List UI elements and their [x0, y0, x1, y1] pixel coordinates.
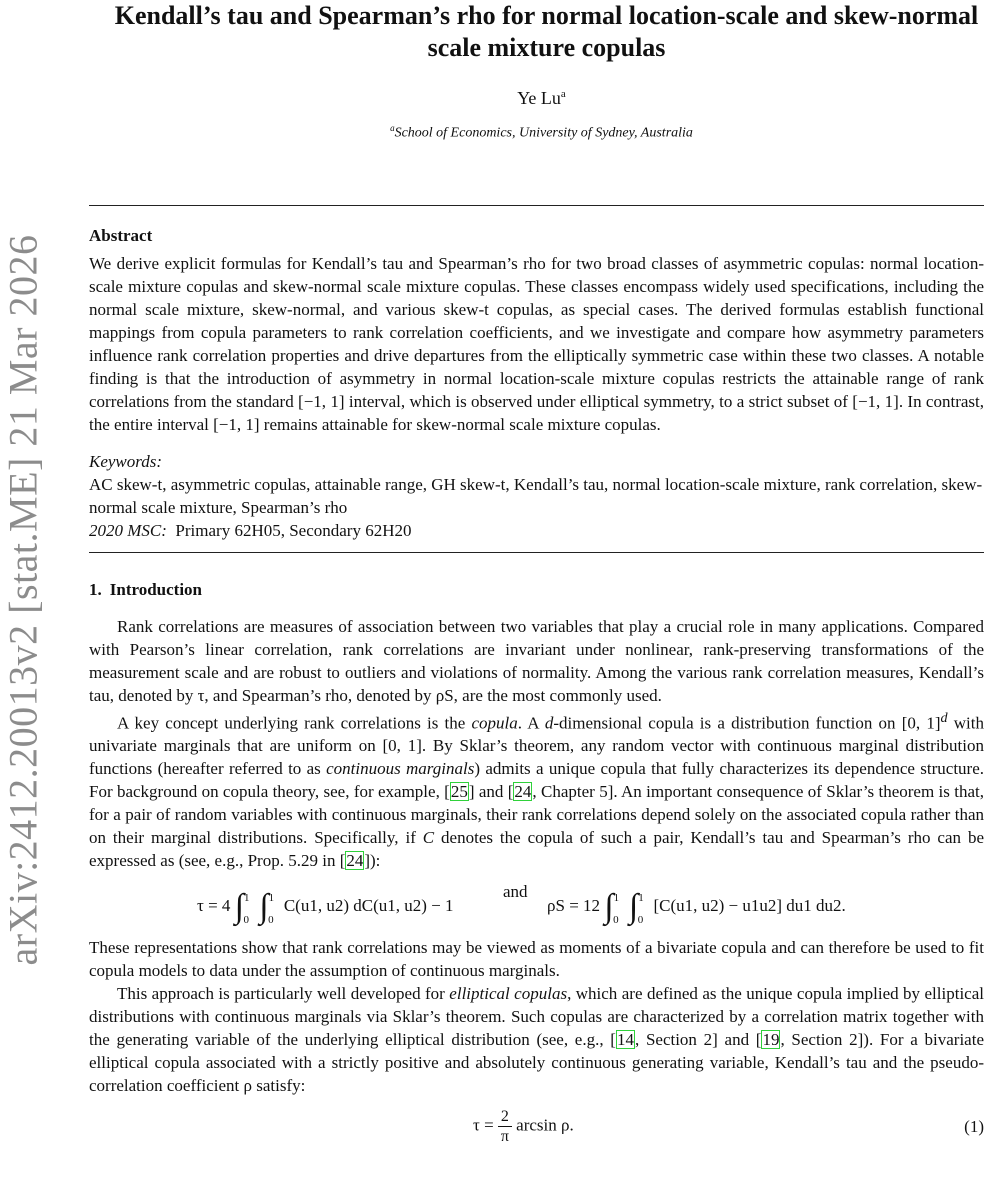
- text-run: This approach is particularly well developed for: [117, 984, 450, 1004]
- text-run: . A: [517, 713, 545, 733]
- text-run: denotes the copula of such a pair, Kendall’s tau and Spearman’s rho can be expressed as (see, e.g., Prop. 5.29 in [: [89, 828, 984, 871]
- rho-body: [C(u1, u2) − u1u2] du1 du2.: [653, 896, 846, 916]
- term-continuous-marginals: continuous marginals: [326, 759, 475, 779]
- rho-lhs: ρS = 12: [547, 896, 601, 916]
- equation-number: (1): [964, 1117, 984, 1137]
- paper-page: [89, 0, 984, 1157]
- text-run: , Section 2] and [: [634, 1030, 762, 1050]
- integral-upper: 1: [638, 892, 644, 905]
- top-rule: [89, 205, 984, 206]
- integral-lower: 0: [637, 914, 644, 927]
- fraction: [498, 1107, 512, 1146]
- abstract-text: We derive explicit formulas for Kendall’s tau and Spearman’s rho for two broad classes of asymmetric copulas: normal location-scale mixture copulas and skew-normal scale mixture copulas. These classes encompass widely used specifications, including the normal scale mixture, skew-normal, and various skew-t copulas, as special cases. The derived formulas establish functional mappings from copula parameters to rank correlation coefficients, and we investigate and compare how asymmetry parameters influence rank correlation properties and drive departures from the elliptically symmetric case within these two classes. A notable finding is that the introduction of asymmetry in normal location-scale mixture copulas restricts the attainable range of rank correlations from the standard [−1, 1] interval, which is observed under elliptical symmetry, to a strict subset of [−1, 1]. In contrast, the entire interval [−1, 1] remains attainable for skew-normal scale mixture copulas.: [89, 253, 984, 434]
- text-run: with univariate marginals that are uniform on [0, 1]. By Sklar’s theorem, any random vector with continuous marginal distribution functions (hereafter referred to as: [89, 713, 984, 779]
- intro-paragraph-4: [89, 982, 984, 1097]
- text-run: -dimensional copula is a distribution function on [0, 1]: [553, 713, 941, 733]
- integral-upper: 1: [613, 892, 620, 905]
- integral-sign: ∫: [259, 888, 269, 926]
- intro-paragraph-2: [89, 707, 984, 873]
- fraction-numerator: 2: [498, 1107, 512, 1127]
- arxiv-sidebar: [0, 0, 46, 1200]
- introduction-heading: [89, 580, 984, 600]
- integral-sign: ∫: [628, 888, 639, 926]
- intro-paragraph-1: Rank correlations are measures of association between two variables that play a crucial role in many applications. Compared with Pearson’s linear correlation, rank correlations are invariant under nonlinear, rank-preserving transformations of the measurement scale and are robust to outliers and violations of normality. Among the various rank correlation measures, Kendall’s tau, denoted by τ, and Spearman’s rho, denoted by ρS, are the most commonly used.: [89, 616, 984, 705]
- author-name: Ye Lu: [517, 88, 561, 108]
- title-line-1: Kendall’s tau and Spearman’s rho for normal location-scale and skew-normal: [114, 1, 979, 30]
- arxiv-identifier: arXiv:2412.20013v2 [stat.ME] 21 Mar 2026: [0, 234, 46, 966]
- rho-equation: [547, 882, 846, 927]
- msc-label: 2020 MSC:: [89, 520, 167, 540]
- integral-lower: 0: [613, 914, 619, 927]
- integral-lower: 0: [243, 914, 249, 927]
- symbol-d: d: [544, 713, 554, 733]
- text-run: ]):: [364, 851, 381, 871]
- tau-equation: [197, 882, 454, 927]
- msc-value: Primary 62H05, Secondary 62H20: [175, 520, 412, 540]
- integral-lower: 0: [268, 914, 274, 927]
- eq1-lhs: τ =: [473, 1115, 494, 1135]
- text-run: A key concept underlying rank correlations is the: [117, 713, 472, 733]
- text-run: , which are defined as the unique copula implied by elliptical distributions with continuous marginals via Sklar’s theorem. Such copulas are characterized by a correlation matrix together with the generating variable of the underlying elliptical distribution (see, e.g., [: [89, 984, 984, 1050]
- rank-correlation-equations: [89, 872, 984, 936]
- section-number: 1.: [89, 579, 102, 599]
- author: [99, 88, 984, 109]
- citation-link-24[interactable]: 24: [346, 851, 364, 871]
- eq1-rhs: arcsin ρ.: [516, 1115, 574, 1135]
- abstract-heading: Abstract: [89, 225, 153, 245]
- affiliation: [99, 123, 984, 142]
- text-run: ) admits a unique copula that fully characterizes its dependence structure. For background on copula theory, see, for example, [: [89, 759, 984, 802]
- keywords-list: AC skew-t, asymmetric copulas, attainable range, GH skew-t, Kendall’s tau, normal location-scale mixture, rank correlation, skew-normal scale mixture, Spearman’s rho: [89, 474, 983, 517]
- superscript-d: d: [940, 709, 948, 726]
- tau-body: C(u1, u2) dC(u1, u2) − 1: [283, 896, 454, 916]
- paper-title: [99, 0, 984, 64]
- title-line-2: scale mixture copulas: [427, 33, 666, 62]
- keywords-heading: Keywords:: [89, 451, 163, 471]
- term-elliptical-copulas: elliptical copulas: [449, 984, 568, 1004]
- text-run: ] and [: [468, 782, 514, 802]
- bottom-rule: [89, 552, 984, 553]
- integral-upper: 1: [268, 892, 275, 905]
- text-run: , Section 2]). For a bivariate elliptical copula associated with a strictly positive and absolutely continuous generating variable, Kendall’s tau and the pseudo-correlation coefficient ρ satisfy:: [89, 1030, 984, 1096]
- tau-lhs: τ = 4: [197, 896, 231, 916]
- equation-1: [89, 1097, 984, 1157]
- symbol-C: C: [422, 828, 435, 848]
- text-run: , Chapter 5]. An important consequence of Sklar’s theorem is that, for a pair of random variables with continuous marginals, their rank correlations depend solely on the associated copula rather than on their marginal distributions. Specifically, if: [89, 782, 984, 848]
- term-copula: copula: [471, 713, 518, 733]
- fraction-denominator: π: [500, 1128, 509, 1146]
- integral-sign: ∫: [234, 888, 244, 926]
- integral-sign: ∫: [604, 888, 614, 926]
- msc-line: [89, 519, 984, 542]
- affiliation-text: School of Economics, University of Sydney, Australia: [394, 125, 693, 141]
- affiliation-superscript: a: [390, 123, 395, 133]
- intro-paragraph-3: These representations show that rank correlations may be viewed as moments of a bivariate copula and can therefore be used to fit copula models to data under the assumption of continuous marginals.: [89, 938, 984, 981]
- and-word: and: [503, 882, 528, 902]
- author-superscript: a: [560, 88, 566, 100]
- section-title: Introduction: [109, 579, 203, 599]
- integral-upper: 1: [244, 892, 250, 905]
- citation-link-24[interactable]: 24: [514, 782, 532, 802]
- equation-1-body: [473, 1107, 574, 1146]
- citation-link-19[interactable]: 19: [762, 1030, 780, 1050]
- citation-link-25[interactable]: 25: [450, 782, 468, 802]
- citation-link-14[interactable]: 14: [616, 1030, 634, 1050]
